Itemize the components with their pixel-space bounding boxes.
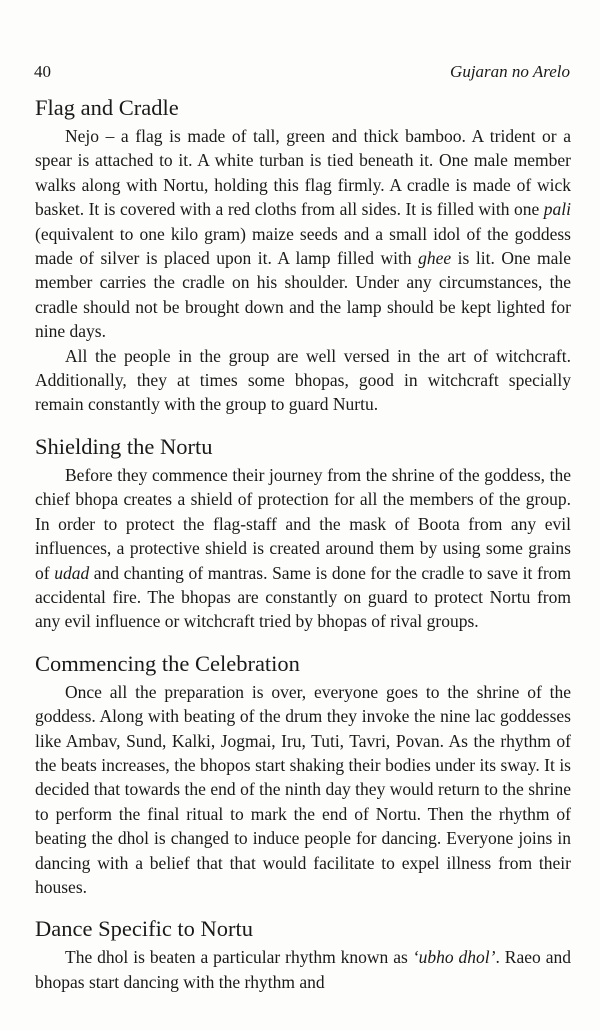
section xyxy=(35,913,571,994)
section-heading: Flag and Cradle xyxy=(35,95,179,120)
paragraph xyxy=(35,945,571,994)
paragraph xyxy=(35,680,571,900)
paragraph xyxy=(35,344,571,417)
page-header xyxy=(34,62,570,82)
italic-term: pali xyxy=(543,199,571,220)
page-body xyxy=(35,92,571,994)
section-heading: Dance Specific to Nortu xyxy=(35,916,254,942)
text-run: All the people in the group are well versed in the art of witchcraft. Additionally, they at times some bhopas, good in witchcraft specially remain constantly with the group to guard Nurtu. xyxy=(35,345,571,415)
text-run: and chanting of mantras. Same is done for the cradle to save it from accidental fire. The bhopas are constantly on guard to protect Nortu from any evil influence or witchcraft tried by bhopas of rival groups. xyxy=(35,562,572,632)
page-number: 40 xyxy=(34,62,51,81)
text-run: Nejo – a flag is made of tall, green and thick bamboo. A trident or a spear is attached to it. A white turban is tied beneath it. One male member walks along with Nortu, holding this flag firmly. A cradle is made of wick basket. It is covered with a red cloths from all sides. It is filled with one xyxy=(35,126,571,220)
text-run: is lit. One male member carries the cradle on his shoulder. Under any circumstances, the cradle should not be brought down and the lamp should be kept lighted for nine days. xyxy=(35,248,571,342)
text-run: Before they commence their journey from the shrine of the goddess, the chief bhopa creates a shield of protection for all the members of the group. In order to protect the flag-staff and the mask of Boota from any evil influences, a protective shield is created around them by using some grains of xyxy=(35,464,571,583)
section xyxy=(35,92,571,417)
text-run: . Raeo and bhopas start dancing with the rhythm and xyxy=(35,947,571,992)
running-title: Gujaran no Arelo xyxy=(450,62,570,81)
section xyxy=(35,648,571,900)
section-heading: Commencing the Celebration xyxy=(35,650,300,676)
section-heading: Shielding the Nortu xyxy=(35,433,213,459)
text-run: (equivalent to one kilo gram) maize seeds and a small idol of the goddess made of silver is placed upon it. A lamp filled with xyxy=(35,223,571,269)
italic-term: ‘ubho dhol’ xyxy=(412,947,496,968)
paragraph xyxy=(35,463,571,634)
paragraph xyxy=(35,124,571,344)
italic-term: udad xyxy=(54,562,90,583)
text-run: The dhol is beaten a particular rhythm known as xyxy=(65,947,413,968)
text-run: Once all the preparation is over, everyone goes to the shrine of the goddess. Along with beating of the drum they invoke the nine lac goddesses like Ambav, Sund, Kalki, Jogmai, Iru, Tuti, Tavri, Povan. As the rhythm of the beats increases, the bhopos start shaking their bodies under its sway. It is decided that towards the end of the ninth day they would return to the shrine to perform the final ritual to mark the end of Nortu. Then the rhythm of beating the dhol is changed to induce people for dancing. Everyone joins in dancing with a belief that that would facilitate to expel illness from their houses. xyxy=(35,681,571,897)
italic-term: ghee xyxy=(418,248,452,269)
section xyxy=(35,431,571,634)
